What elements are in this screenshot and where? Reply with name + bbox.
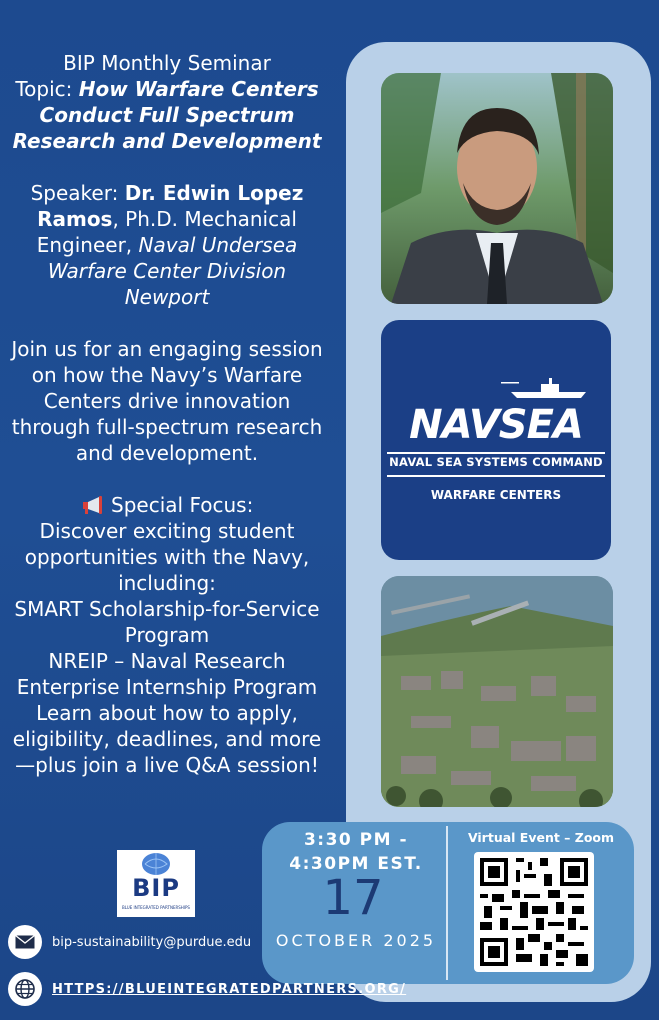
focus-line-3: NREIP – Naval Research Enterprise Internship Program — [16, 649, 318, 699]
bip-logo-subtext: BLUE INTEGRATED PARTNERSHIPS — [122, 905, 190, 910]
globe-icon — [14, 978, 36, 1000]
speaker-line — [4, 180, 330, 310]
focus-line-1: Discover exciting student opportunities with the Navy, including: — [24, 519, 310, 595]
navsea-wordmark: NAVSEA — [409, 402, 583, 448]
navsea-division: WARFARE CENTERS — [430, 488, 562, 502]
event-month-year: OCTOBER 2025 — [275, 931, 437, 950]
website-row — [8, 972, 406, 1006]
divider — [387, 452, 605, 454]
bip-logo-text: BIP — [132, 874, 180, 902]
speaker-name: Dr. Edwin Lopez Ramos — [37, 181, 304, 231]
virtual-event-label: Virtual Event – Zoom — [467, 830, 615, 845]
navsea-subtitle: NAVAL SEA SYSTEMS COMMAND — [389, 455, 603, 469]
bip-logo — [117, 850, 195, 917]
topic-line — [4, 76, 330, 154]
aerial-photo-illustration — [381, 576, 613, 807]
speaker-photo-illustration — [381, 73, 613, 304]
speaker-affiliation: Naval Undersea Warfare Center Division Newport — [47, 233, 298, 309]
divider — [387, 475, 605, 477]
seminar-title: BIP Monthly Seminar — [63, 51, 271, 75]
speaker-label: Speaker: — [30, 181, 125, 205]
focus-line-2: SMART Scholarship-for-Service Program — [14, 597, 320, 647]
email-row — [8, 925, 251, 959]
seminar-details — [4, 50, 330, 778]
website-link[interactable]: HTTPS://BLUEINTEGRATEDPARTNERS.ORG/ — [52, 981, 407, 997]
divider — [446, 826, 448, 980]
ship-icon — [381, 320, 611, 400]
zoom-qr-code[interactable] — [474, 852, 594, 972]
megaphone-icon — [81, 495, 105, 515]
speaker-photo — [381, 73, 613, 304]
globe-icon-badge — [8, 972, 42, 1006]
focus-heading: Special Focus: — [111, 493, 254, 517]
event-day: 17 — [322, 870, 384, 926]
focus-line-4: Learn about how to apply, eligibility, deadlines, and more—plus join a live Q&A session! — [12, 701, 322, 777]
navsea-logo — [381, 320, 611, 560]
aerial-base-photo — [381, 576, 613, 807]
event-time: 3:30 PM - 4:30PM EST. — [289, 830, 423, 874]
topic-title: How Warfare Centers Conduct Full Spectrum Research and Development — [12, 77, 322, 153]
qr-code-icon — [480, 858, 588, 966]
envelope-icon-badge — [8, 925, 42, 959]
topic-label: Topic: — [15, 77, 79, 101]
envelope-icon — [15, 935, 35, 949]
contact-email[interactable]: bip-sustainability@purdue.edu — [52, 934, 252, 950]
speaker-credentials: , Ph.D. Mechanical Engineer, — [36, 207, 297, 257]
intro-text: Join us for an engaging session on how the Navy’s Warfare Centers drive innovation through full-spectrum research and development. — [11, 337, 323, 465]
focus-heading-line — [4, 492, 330, 518]
